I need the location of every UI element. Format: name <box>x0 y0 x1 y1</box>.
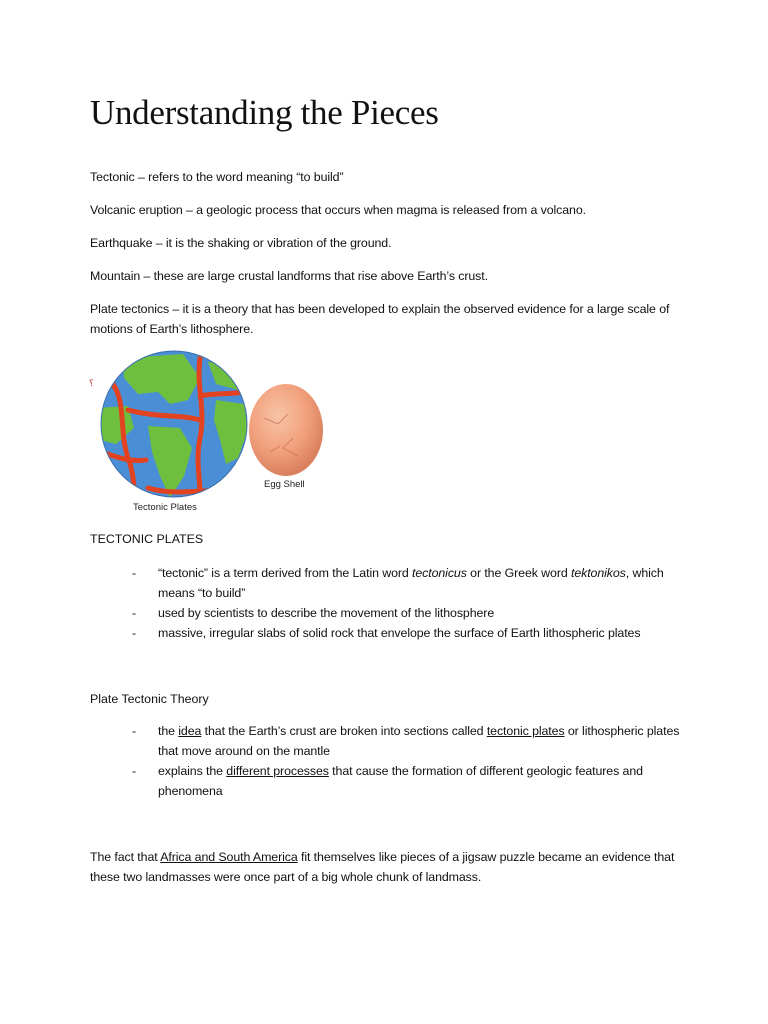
tectonic-plates-figure <box>88 348 338 518</box>
tectonic-plates-list <box>132 563 692 643</box>
definition-separator: – <box>152 236 166 250</box>
greek-term: tektonikos <box>570 566 626 580</box>
bullet-text: that the Earth’s crust are broken into sections called <box>201 724 487 738</box>
definition-term: Mountain <box>90 269 141 283</box>
list-item <box>132 761 692 801</box>
definition-text: a geologic process that occurs when magma is released from a volcano. <box>196 203 586 217</box>
definition-term: Earthquake <box>90 236 153 250</box>
definition-term: Tectonic <box>90 170 135 184</box>
definition-separator: – <box>140 269 154 283</box>
egg-caption: Egg Shell <box>264 479 305 490</box>
bullet-dash: - <box>132 606 137 620</box>
underlined-term: Africa and South America <box>160 850 298 864</box>
bullet-dash: - <box>132 724 137 738</box>
bullet-text: or lithospheric plates that move around on the mantle <box>158 724 680 758</box>
definition-text: these are large crustal landforms that rise above Earth’s crust. <box>153 269 488 283</box>
underlined-term: different processes <box>226 764 329 778</box>
definition-mountain <box>90 266 690 286</box>
definition-separator: – <box>134 170 149 184</box>
paragraph-text: The fact that <box>90 850 161 864</box>
definition-earthquake <box>90 233 690 253</box>
bullet-text: or the Greek word <box>466 566 571 580</box>
bullet-dash: - <box>132 566 137 580</box>
page-title: Understanding the Pieces <box>90 93 439 132</box>
underlined-term: tectonic plates <box>486 724 565 738</box>
underlined-term: idea <box>178 724 202 738</box>
definition-term: Plate tectonics <box>90 302 170 316</box>
list-item <box>132 721 692 761</box>
plate-tectonic-theory-heading: Plate Tectonic Theory <box>90 692 209 706</box>
list-item <box>132 623 692 643</box>
bullet-text: “tectonic” is a term derived from the Latin word <box>158 566 413 580</box>
closing-paragraph <box>90 847 690 887</box>
bullet-dash: - <box>132 764 137 778</box>
definition-separator: – <box>169 302 183 316</box>
bullet-text: massive, irregular slabs of solid rock that envelope the surface of Earth lithospheric plates <box>158 626 641 640</box>
bullet-text: used by scientists to describe the movement of the lithosphere <box>158 606 495 620</box>
bullet-dash: - <box>132 626 137 640</box>
list-item <box>132 603 692 623</box>
bullet-text: , which means “to build” <box>158 566 664 600</box>
tectonic-plates-heading: TECTONIC PLATES <box>90 532 204 546</box>
bullet-text: the <box>158 724 179 738</box>
paragraph-text: fit themselves like pieces of a jigsaw puzzle became an evidence that these two landmasses were once part of a big whole chunk of landmass. <box>90 850 675 884</box>
definition-plate-tectonics <box>90 299 690 339</box>
definition-tectonic <box>90 167 690 187</box>
list-item <box>132 563 692 603</box>
bullet-text: that cause the formation of different geologic features and phenomena <box>158 764 643 798</box>
egg-shell-illustration <box>249 384 323 476</box>
bullet-text: explains the <box>158 764 227 778</box>
globe-illustration <box>88 348 338 518</box>
plate-tectonic-theory-list <box>132 721 692 801</box>
definition-text: it is a theory that has been developed to explain the observed evidence for a large scale of motions of Earth’s lithosphere. <box>90 302 670 336</box>
definition-text: refers to the word meaning “to build” <box>148 170 344 184</box>
latin-term: tectonicus <box>412 566 467 580</box>
anchor-marker-icon: ⸮ <box>89 378 94 388</box>
globe-caption: Tectonic Plates <box>133 502 197 513</box>
definition-volcanic-eruption <box>90 200 690 220</box>
definition-text: it is the shaking or vibration of the ground. <box>165 236 392 250</box>
definition-term: Volcanic eruption <box>90 203 183 217</box>
definition-separator: – <box>182 203 197 217</box>
